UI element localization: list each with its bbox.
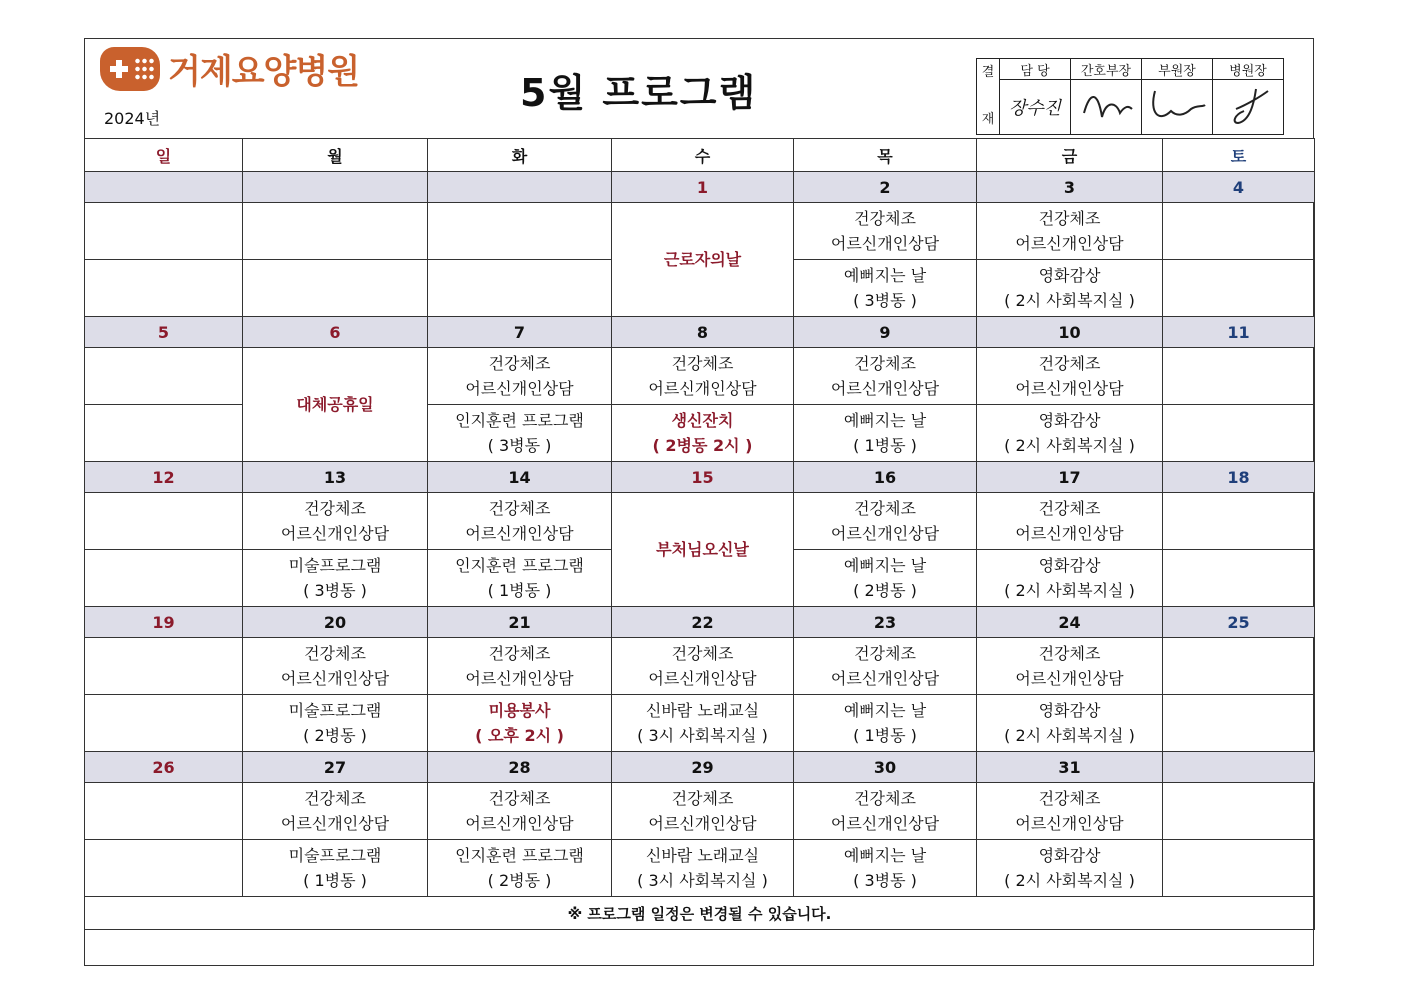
- program-cell: [85, 638, 243, 695]
- program-cell: [85, 405, 243, 462]
- program-line: 어르신개인상담: [830, 524, 940, 543]
- program-line: 미술프로그램: [288, 846, 382, 865]
- program-cell: [428, 348, 612, 405]
- weekday-sat: 토: [1163, 139, 1315, 172]
- program-cell: [428, 550, 612, 607]
- program-line: 어르신개인상담: [830, 234, 940, 253]
- program-cell: [428, 695, 612, 752]
- program-cell: [977, 695, 1163, 752]
- page-title: 5월 프로그램: [520, 71, 758, 115]
- program-cell: [85, 260, 243, 317]
- program-cell: [794, 405, 977, 462]
- program-cell: [85, 550, 243, 607]
- holiday-cell: 근로자의날: [612, 203, 794, 317]
- approval-role-director: 병원장: [1213, 59, 1284, 80]
- date-cell-tue: 28: [428, 752, 612, 783]
- program-line: 인지훈련 프로그램: [455, 411, 584, 430]
- program-line: 예뻐지는 날: [843, 411, 927, 430]
- program-line: 영화감상: [1038, 701, 1101, 720]
- date-cell-wed: 1: [612, 172, 794, 203]
- date-cell-tue: [428, 172, 612, 203]
- date-cell-wed: 15: [612, 462, 794, 493]
- date-cell-fri: 10: [977, 317, 1163, 348]
- program-cell: [85, 493, 243, 550]
- program-line: 건강체조: [488, 644, 551, 663]
- program-line: 미술프로그램: [288, 556, 382, 575]
- program-cell: [1163, 203, 1315, 260]
- program-line: ( 1병동 ): [853, 436, 917, 455]
- program-row-bottom: [85, 840, 1315, 897]
- date-row: [85, 607, 1315, 638]
- program-cell: [428, 638, 612, 695]
- date-cell-thu: 30: [794, 752, 977, 783]
- program-line: 어르신개인상담: [1015, 379, 1124, 398]
- program-row-top: [85, 783, 1315, 840]
- program-line: 영화감상: [1038, 411, 1101, 430]
- program-cell: [243, 840, 428, 897]
- program-cell: [85, 783, 243, 840]
- program-line: ( 2시 사회복지실 ): [1004, 726, 1135, 745]
- program-cell: [428, 405, 612, 462]
- program-line: 건강체조: [304, 499, 366, 518]
- program-cell: [794, 493, 977, 550]
- program-line: 건강체조: [854, 354, 916, 373]
- program-line: 생신잔치: [671, 411, 734, 430]
- approval-side-label: 결 재: [977, 59, 1000, 135]
- date-cell-sat: [1163, 752, 1315, 783]
- program-cell: [977, 260, 1163, 317]
- date-cell-thu: 9: [794, 317, 977, 348]
- weekday-wed: 수: [612, 139, 794, 172]
- signature-director: [1213, 80, 1284, 135]
- weekday-sun: 일: [85, 139, 243, 172]
- approval-box: [976, 58, 1284, 135]
- program-cell: [1163, 550, 1315, 607]
- date-cell-sun: 5: [85, 317, 243, 348]
- date-cell-tue: 7: [428, 317, 612, 348]
- program-line: 건강체조: [1038, 789, 1101, 808]
- program-row-top: [85, 203, 1315, 260]
- program-line: 어르신개인상담: [465, 814, 574, 833]
- program-cell: [243, 260, 428, 317]
- date-cell-sat: 11: [1163, 317, 1315, 348]
- program-line: 미술프로그램: [288, 701, 382, 720]
- date-cell-fri: 31: [977, 752, 1163, 783]
- weekday-mon: 월: [243, 139, 428, 172]
- program-line: 어르신개인상담: [465, 669, 574, 688]
- program-line: 어르신개인상담: [830, 669, 940, 688]
- program-line: ( 3병동 ): [487, 436, 552, 455]
- program-cell: [243, 638, 428, 695]
- program-cell: [977, 493, 1163, 550]
- date-cell-sun: 26: [85, 752, 243, 783]
- program-row-top: [85, 493, 1315, 550]
- program-row-bottom: [85, 695, 1315, 752]
- date-cell-wed: 29: [612, 752, 794, 783]
- date-cell-mon: 20: [243, 607, 428, 638]
- year-label: 2024년: [104, 109, 161, 128]
- signature-nursing: [1071, 80, 1142, 135]
- program-cell: [794, 638, 977, 695]
- program-line: 어르신개인상담: [648, 379, 757, 398]
- date-row: [85, 172, 1315, 203]
- hospital-name: 거제요양병원: [168, 52, 360, 92]
- date-cell-mon: 6: [243, 317, 428, 348]
- date-cell-sun: 12: [85, 462, 243, 493]
- program-cell: [85, 695, 243, 752]
- program-line: 건강체조: [304, 789, 366, 808]
- program-line: ( 3병동 ): [303, 581, 367, 600]
- date-cell-mon: [243, 172, 428, 203]
- date-cell-fri: 3: [977, 172, 1163, 203]
- program-cell: [1163, 783, 1315, 840]
- date-cell-sat: 18: [1163, 462, 1315, 493]
- program-line: 건강체조: [1038, 644, 1101, 663]
- program-cell: [977, 638, 1163, 695]
- approval-role-staff: 담 당: [1000, 59, 1071, 80]
- program-line: 건강체조: [671, 354, 734, 373]
- program-cell: [243, 695, 428, 752]
- program-cell: [794, 840, 977, 897]
- date-cell-thu: 23: [794, 607, 977, 638]
- program-cell: [243, 550, 428, 607]
- program-line: 예뻐지는 날: [843, 266, 927, 285]
- program-cell: [428, 260, 612, 317]
- program-cell: [428, 783, 612, 840]
- program-line: 건강체조: [854, 499, 916, 518]
- program-cell: [85, 348, 243, 405]
- date-cell-tue: 14: [428, 462, 612, 493]
- program-line: 어르신개인상담: [648, 669, 757, 688]
- program-line: 영화감상: [1038, 266, 1101, 285]
- program-cell: [794, 203, 977, 260]
- weekday-thu: 목: [794, 139, 977, 172]
- monthly-calendar: [84, 138, 1315, 930]
- program-line: 어르신개인상담: [1015, 524, 1124, 543]
- program-line: ( 3병동 ): [853, 871, 917, 890]
- program-line: 영화감상: [1038, 846, 1101, 865]
- date-row: [85, 317, 1315, 348]
- date-cell-sat: 25: [1163, 607, 1315, 638]
- program-line: ( 3시 사회복지실 ): [637, 871, 768, 890]
- program-line: ( 2병동 ): [303, 726, 367, 745]
- date-row: [85, 752, 1315, 783]
- program-line: ( 1병동 ): [853, 726, 917, 745]
- program-line: 어르신개인상담: [280, 814, 390, 833]
- hospital-logo: [100, 44, 359, 93]
- schedule-change-note: ※ 프로그램 일정은 변경될 수 있습니다.: [85, 897, 1315, 930]
- program-line: 신바람 노래교실: [645, 846, 760, 865]
- program-cell: [428, 493, 612, 550]
- program-cell: [977, 348, 1163, 405]
- date-cell-mon: 27: [243, 752, 428, 783]
- program-line: 건강체조: [1038, 209, 1101, 228]
- program-cell: [612, 840, 794, 897]
- date-cell-fri: 17: [977, 462, 1163, 493]
- program-line: 영화감상: [1038, 556, 1101, 575]
- approval-role-nursing: 간호부장: [1071, 59, 1142, 80]
- program-line: ( 2시 사회복지실 ): [1004, 291, 1135, 310]
- program-cell: [1163, 348, 1315, 405]
- program-line: 건강체조: [854, 209, 916, 228]
- program-line: ( 1병동 ): [487, 581, 552, 600]
- date-cell-sun: [85, 172, 243, 203]
- program-cell: [1163, 405, 1315, 462]
- program-line: ( 2시 사회복지실 ): [1004, 581, 1135, 600]
- program-cell: [794, 695, 977, 752]
- program-cell: [977, 203, 1163, 260]
- program-line: ( 1병동 ): [303, 871, 367, 890]
- program-line: ( 2병동 ): [487, 871, 552, 890]
- program-cell: [428, 840, 612, 897]
- program-cell: [243, 783, 428, 840]
- program-row-top: [85, 638, 1315, 695]
- program-cell: [612, 783, 794, 840]
- program-cell: [1163, 260, 1315, 317]
- program-cell: [612, 348, 794, 405]
- program-cell: [612, 638, 794, 695]
- date-cell-tue: 21: [428, 607, 612, 638]
- program-line: 어르신개인상담: [280, 524, 390, 543]
- program-cell: [794, 260, 977, 317]
- program-line: 어르신개인상담: [465, 379, 574, 398]
- program-cell: [977, 550, 1163, 607]
- program-line: 인지훈련 프로그램: [455, 556, 584, 575]
- program-cell: [85, 840, 243, 897]
- program-line: 어르신개인상담: [280, 669, 390, 688]
- program-line: ( 2병동 2시 ): [652, 436, 753, 455]
- date-cell-fri: 24: [977, 607, 1163, 638]
- program-line: ( 2시 사회복지실 ): [1004, 871, 1135, 890]
- program-cell: [612, 695, 794, 752]
- date-row: [85, 462, 1315, 493]
- program-line: 건강체조: [854, 644, 916, 663]
- date-cell-sat: 4: [1163, 172, 1315, 203]
- program-cell: [428, 203, 612, 260]
- program-cell: [1163, 638, 1315, 695]
- program-line: ( 3시 사회복지실 ): [637, 726, 768, 745]
- program-cell: [612, 405, 794, 462]
- signature-staff: 장수진: [1000, 80, 1071, 135]
- program-line: 미용봉사: [488, 701, 551, 720]
- signature-vice: [1142, 80, 1213, 135]
- program-line: ( 2시 사회복지실 ): [1004, 436, 1135, 455]
- program-line: 건강체조: [671, 644, 734, 663]
- program-cell: [977, 840, 1163, 897]
- program-line: 어르신개인상담: [1015, 814, 1124, 833]
- date-cell-mon: 13: [243, 462, 428, 493]
- hospital-cross-icon: [100, 47, 160, 91]
- date-cell-wed: 22: [612, 607, 794, 638]
- program-line: 건강체조: [488, 789, 551, 808]
- program-cell: [243, 493, 428, 550]
- program-line: 건강체조: [671, 789, 734, 808]
- holiday-cell: 부처님오신날: [612, 493, 794, 607]
- program-line: ( 2병동 ): [853, 581, 917, 600]
- program-line: 건강체조: [488, 499, 551, 518]
- program-line: 건강체조: [854, 789, 916, 808]
- date-cell-sun: 19: [85, 607, 243, 638]
- program-row-top: [85, 348, 1315, 405]
- program-line: 예뻐지는 날: [843, 556, 927, 575]
- program-cell: [1163, 840, 1315, 897]
- program-cell: [85, 203, 243, 260]
- program-cell: [794, 550, 977, 607]
- program-cell: [977, 783, 1163, 840]
- program-line: 건강체조: [304, 644, 366, 663]
- program-line: 어르신개인상담: [1015, 234, 1124, 253]
- program-line: 어르신개인상담: [830, 814, 940, 833]
- weekday-fri: 금: [977, 139, 1163, 172]
- date-cell-wed: 8: [612, 317, 794, 348]
- program-line: 신바람 노래교실: [645, 701, 760, 720]
- date-cell-thu: 16: [794, 462, 977, 493]
- program-cell: [794, 348, 977, 405]
- program-cell: [977, 405, 1163, 462]
- date-cell-thu: 2: [794, 172, 977, 203]
- approval-role-vice: 부원장: [1142, 59, 1213, 80]
- program-line: 건강체조: [1038, 354, 1101, 373]
- program-line: 어르신개인상담: [1015, 669, 1124, 688]
- program-cell: [1163, 493, 1315, 550]
- program-line: 어르신개인상담: [465, 524, 574, 543]
- program-cell: [1163, 695, 1315, 752]
- program-line: 어르신개인상담: [648, 814, 757, 833]
- program-line: 건강체조: [488, 354, 551, 373]
- program-line: 예뻐지는 날: [843, 846, 927, 865]
- program-line: 어르신개인상담: [830, 379, 940, 398]
- program-cell: [794, 783, 977, 840]
- holiday-cell: 대체공휴일: [243, 348, 428, 462]
- program-line: ( 오후 2시 ): [475, 726, 564, 745]
- program-line: ( 3병동 ): [853, 291, 917, 310]
- program-line: 인지훈련 프로그램: [455, 846, 584, 865]
- program-line: 예뻐지는 날: [843, 701, 927, 720]
- program-line: 건강체조: [1038, 499, 1101, 518]
- program-cell: [243, 203, 428, 260]
- weekday-tue: 화: [428, 139, 612, 172]
